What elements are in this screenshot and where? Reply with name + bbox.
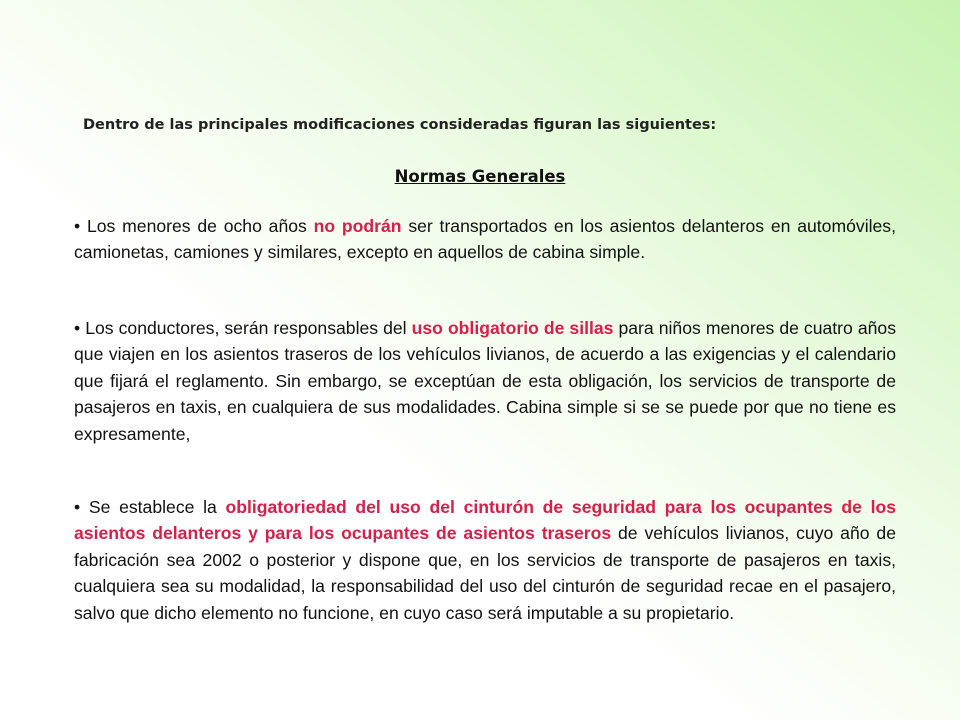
section-heading: Normas Generales <box>394 167 566 186</box>
paragraph-text: Los menores de ocho años <box>80 216 314 236</box>
paragraph-conductores <box>74 315 896 447</box>
paragraph-cinturon <box>74 494 896 626</box>
paragraph-text: ser transportados en los asientos delanteros en automóviles, camionetas, camiones y similares, excepto en aquellos de cabina simple. <box>74 216 896 263</box>
highlight-text: uso obligatorio de sillas <box>411 318 614 338</box>
bullet: • <box>74 318 81 338</box>
paragraph-text: Los conductores, serán responsables del <box>80 318 412 338</box>
highlight-text: obligatoriedad del uso del cinturón de seguridad para los ocupantes de los asientos delanteros y para los ocupantes de asientos traseros <box>74 497 896 544</box>
bullet: • <box>74 497 81 517</box>
intro-text: Dentro de las principales modificaciones consideradas figuran las siguientes: <box>83 117 717 133</box>
bullet: • <box>74 216 81 236</box>
paragraph-text: de vehículos livianos, cuyo año de fabricación sea 2002 o posterior y dispone que, en los servicios de transporte de pasajeros en taxis, cualquiera sea su modalidad, la responsabilidad del uso del cinturón de seguridad recae en el pasajero, salvo que dicho elemento no funcione, en cuyo caso será imputable a su propietario. <box>74 523 896 623</box>
paragraph-menores <box>74 213 896 266</box>
highlight-text: no podrán <box>313 216 402 236</box>
paragraph-text: Se establece la <box>80 497 226 517</box>
paragraph-text: para niños menores de cuatro años que viajen en los asientos traseros de los vehículos livianos, de acuerdo a las exigencias y el calendario que fijará el reglamento. Sin embargo, se exceptúan de esta obligación, los servicios de transporte de pasajeros en taxis, en cualquiera de sus modalidades. Cabina simple si se se puede por que no tiene es expresamente, <box>74 318 896 444</box>
